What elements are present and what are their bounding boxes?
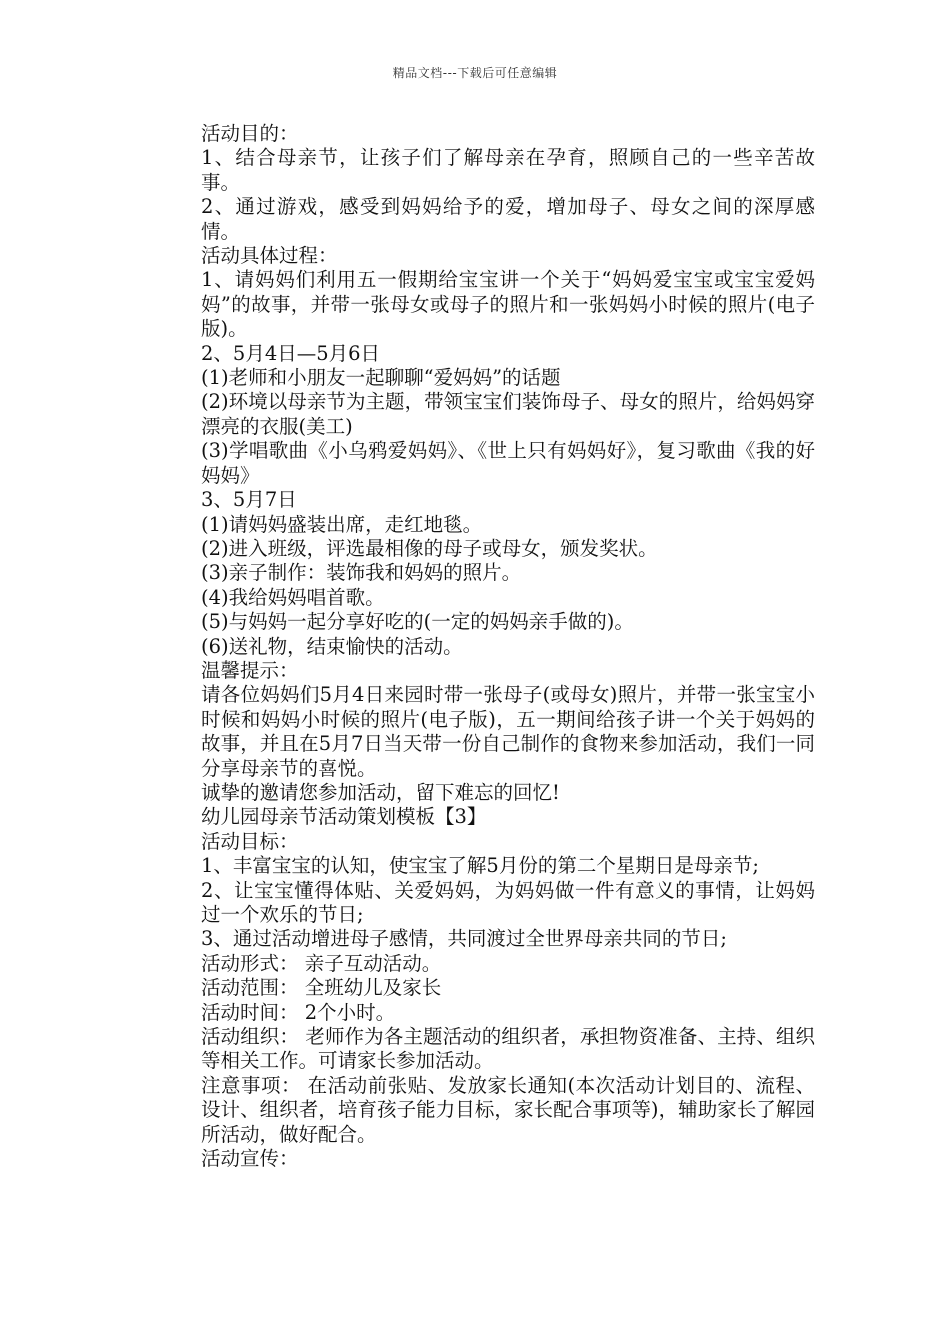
paragraph: (3)亲子制作：装饰我和妈妈的照片。 xyxy=(201,561,522,585)
paragraph: 2、让宝宝懂得体贴、关爱妈妈，为妈妈做一件有意义的事情，让妈妈过一个欢乐的节日; xyxy=(201,878,815,926)
paragraph: 温馨提示： xyxy=(201,658,299,682)
paragraph: (4)我给妈妈唱首歌。 xyxy=(201,585,385,609)
paragraph: 活动具体过程： xyxy=(201,244,338,268)
paragraph: 活动目的： xyxy=(201,122,299,145)
document-body xyxy=(145,122,815,1171)
paragraph: 活动目标： xyxy=(201,829,299,853)
paragraph: (3)学唱歌曲《小乌鸦爱妈妈》、《世上只有妈妈好》，复习歌曲《我的好妈妈》 xyxy=(201,439,815,487)
paragraph: (2)环境以母亲节为主题，带领宝宝们装饰母子、母女的照片，给妈妈穿漂亮的衣服(美工) xyxy=(201,390,815,438)
paragraph: 诚挚的邀请您参加活动，留下难忘的回忆! xyxy=(201,780,560,804)
paragraph: 2、通过游戏，感受到妈妈给予的爱，增加母子、母女之间的深厚感情。 xyxy=(201,195,815,243)
paragraph: 1、结合母亲节，让孩子们了解母亲在孕育，照顾自己的一些辛苦故事。 xyxy=(201,146,815,194)
paragraph: 活动组织： 老师作为各主题活动的组织者，承担物资准备、主持、组织等相关工作。可请家长参加活动。 xyxy=(201,1025,815,1073)
paragraph: (6)送礼物，结束愉快的活动。 xyxy=(201,634,463,658)
paragraph: 活动形式： 亲子互动活动。 xyxy=(201,951,442,975)
page-header: 精品文档---下载后可任意编辑 xyxy=(392,66,558,80)
paragraph: 注意事项： 在活动前张贴、发放家长通知(本次活动计划目的、流程、设计、组织者，培育孩子能力目标，家长配合事项等)，辅助家长了解园所活动，做好配合。 xyxy=(201,1073,815,1146)
paragraph: 活动宣传： xyxy=(201,1147,299,1171)
paragraph: 1、丰富宝宝的认知，使宝宝了解5月份的第二个星期日是母亲节; xyxy=(201,854,759,878)
paragraph: 3、通过活动增进母子感情，共同渡过全世界母亲共同的节日; xyxy=(201,927,727,951)
paragraph: (5)与妈妈一起分享好吃的(一定的妈妈亲手做的)。 xyxy=(201,610,634,634)
paragraph: 活动时间： 2个小时。 xyxy=(201,1000,396,1024)
paragraph: (2)进入班级，评选最相像的母子或母女，颁发奖状。 xyxy=(201,536,658,560)
paragraph: (1)老师和小朋友一起聊聊“爱妈妈”的话题 xyxy=(201,366,561,390)
paragraph: 活动范围： 全班幼儿及家长 xyxy=(201,976,442,1000)
paragraph: (1)请妈妈盛装出席，走红地毯。 xyxy=(201,512,483,536)
paragraph: 3、5月7日 xyxy=(201,488,297,512)
paragraph: 1、请妈妈们利用五一假期给宝宝讲一个关于“妈妈爱宝宝或宝宝爱妈妈”的故事，并带一张母女或母子的照片和一张妈妈小时候的照片(电子版)。 xyxy=(201,268,815,341)
paragraph: 请各位妈妈们5月4日来园时带一张母子(或母女)照片，并带一张宝宝小时候和妈妈小时候的照片(电子版)，五一期间给孩子讲一个关于妈妈的故事，并且在5月7日当天带一份自己制作的食物来参加活动，我们一同分享母亲节的喜悦。 xyxy=(201,683,815,780)
section-title: 幼儿园母亲节活动策划模板【3】 xyxy=(201,805,487,829)
paragraph: 2、5月4日—5月6日 xyxy=(201,341,381,365)
